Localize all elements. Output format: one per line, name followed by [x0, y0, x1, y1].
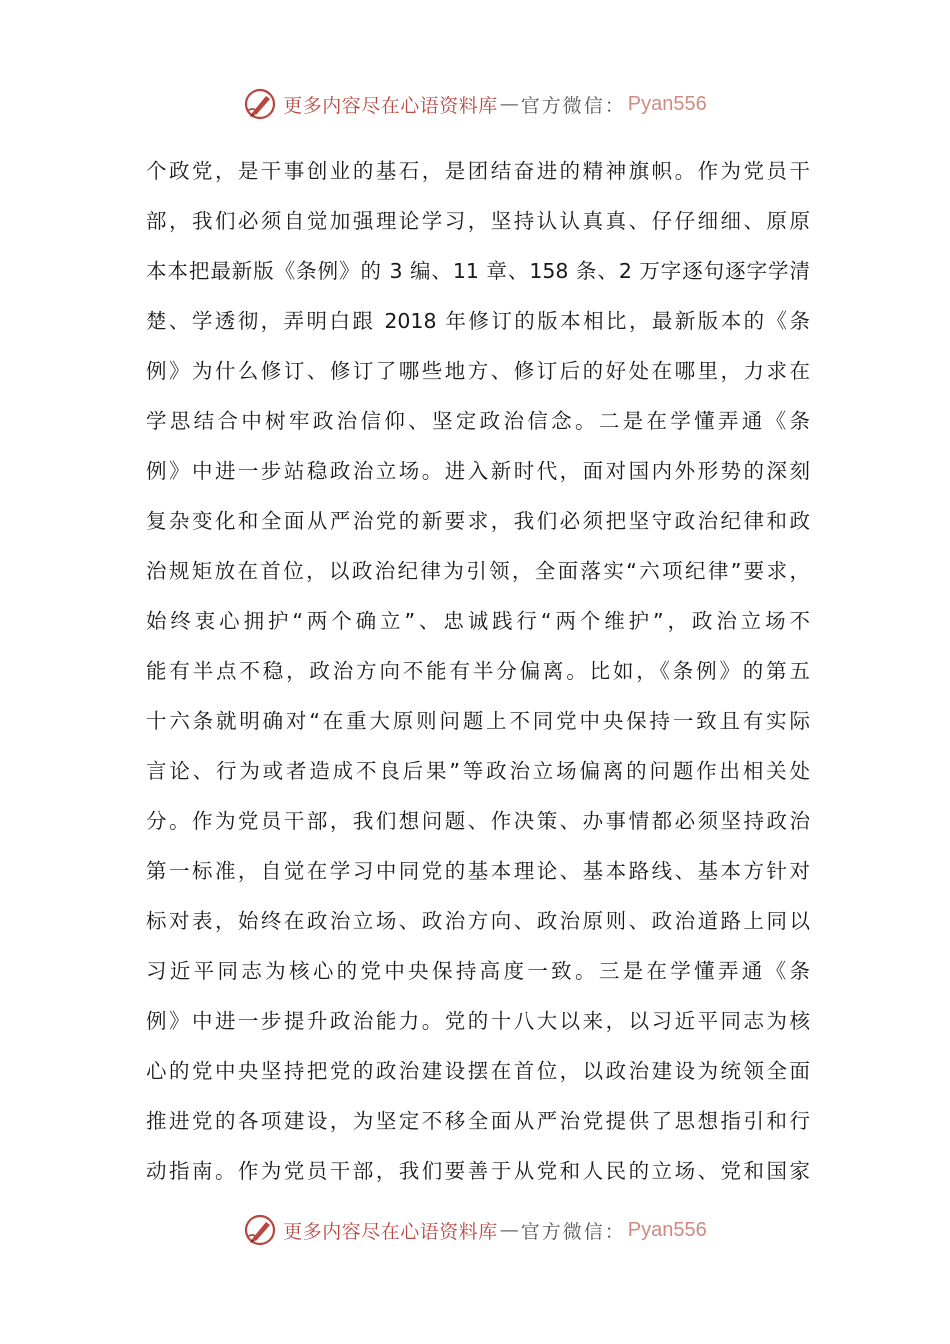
body-text-line: 始终衷心拥护“两个确立”、忠诚践行“两个维护”，政治立场不 — [146, 609, 810, 633]
body-text-line: 例》为什么修订、修订了哪些地方、修订后的好处在哪里，力求在 — [146, 359, 810, 383]
body-text-line: 言论、行为或者造成不良后果”等政治立场偏离的问题作出相关处 — [146, 759, 810, 783]
header-banner — [0, 82, 950, 126]
header-site-name: 更多内容尽在心语资料库 — [283, 94, 498, 117]
body-text-line: 心的党中央坚持把党的政治建设摆在首位，以政治建设为统领全面 — [146, 1059, 810, 1083]
body-text-line: 部，我们必须自觉加强理论学习，坚持认认真真、仔仔细细、原原 — [146, 209, 810, 233]
footer-banner-text — [283, 1217, 707, 1244]
document-body — [146, 146, 810, 1196]
body-text-line: 推进党的各项建设，为坚定不移全面从严治党提供了思想指引和行 — [146, 1109, 810, 1133]
body-text-line: 能有半点不稳，政治方向不能有半分偏离。比如，《条例》的第五 — [146, 659, 810, 683]
body-text-line: 楚、学透彻，弄明白跟 2018 年修订的版本相比，最新版本的《条 — [146, 309, 810, 333]
footer-wechat-label: 官方微信： — [520, 1220, 626, 1243]
footer-site-name: 更多内容尽在心语资料库 — [283, 1220, 498, 1243]
footer-wechat-id: Pyan556 — [627, 1218, 707, 1241]
body-text-line: 例》中进一步提升政治能力。党的十八大以来，以习近平同志为核 — [146, 1009, 810, 1033]
body-text-line: 第一标准，自觉在学习中同党的基本理论、基本路线、基本方针对 — [146, 859, 810, 883]
header-banner-text — [283, 91, 707, 118]
footer-dash: — — [499, 1219, 519, 1241]
body-text-line: 十六条就明确对“在重大原则问题上不同党中央保持一致且有实际 — [146, 709, 810, 733]
body-text-line: 复杂变化和全面从严治党的新要求，我们必须把坚守政治纪律和政 — [146, 509, 810, 533]
body-text-line: 治规矩放在首位，以政治纪律为引领，全面落实“六项纪律”要求， — [146, 559, 810, 583]
header-dash: — — [499, 93, 519, 115]
body-text-line: 动指南。作为党员干部，我们要善于从党和人民的立场、党和国家 — [146, 1159, 810, 1183]
body-text-line: 标对表，始终在政治立场、政治方向、政治原则、政治道路上同以 — [146, 909, 810, 933]
body-text-line: 分。作为党员干部，我们想问题、作决策、办事情都必须坚持政治 — [146, 809, 810, 833]
body-text-line: 个政党，是干事创业的基石，是团结奋进的精神旗帜。作为党员干 — [146, 159, 810, 183]
footer-banner — [0, 1208, 950, 1252]
pen-logo-icon — [243, 1213, 277, 1247]
body-text-line: 习近平同志为核心的党中央保持高度一致。三是在学懂弄通《条 — [146, 959, 810, 983]
header-wechat-label: 官方微信： — [520, 94, 626, 117]
body-text-line: 学思结合中树牢政治信仰、坚定政治信念。二是在学懂弄通《条 — [146, 409, 810, 433]
pen-logo-icon — [243, 87, 277, 121]
body-text-line: 例》中进一步站稳政治立场。进入新时代，面对国内外形势的深刻 — [146, 459, 810, 483]
header-wechat-id: Pyan556 — [627, 92, 707, 115]
body-text-line: 本本把最新版《条例》的 3 编、11 章、158 条、2 万字逐句逐字学清 — [146, 259, 810, 283]
